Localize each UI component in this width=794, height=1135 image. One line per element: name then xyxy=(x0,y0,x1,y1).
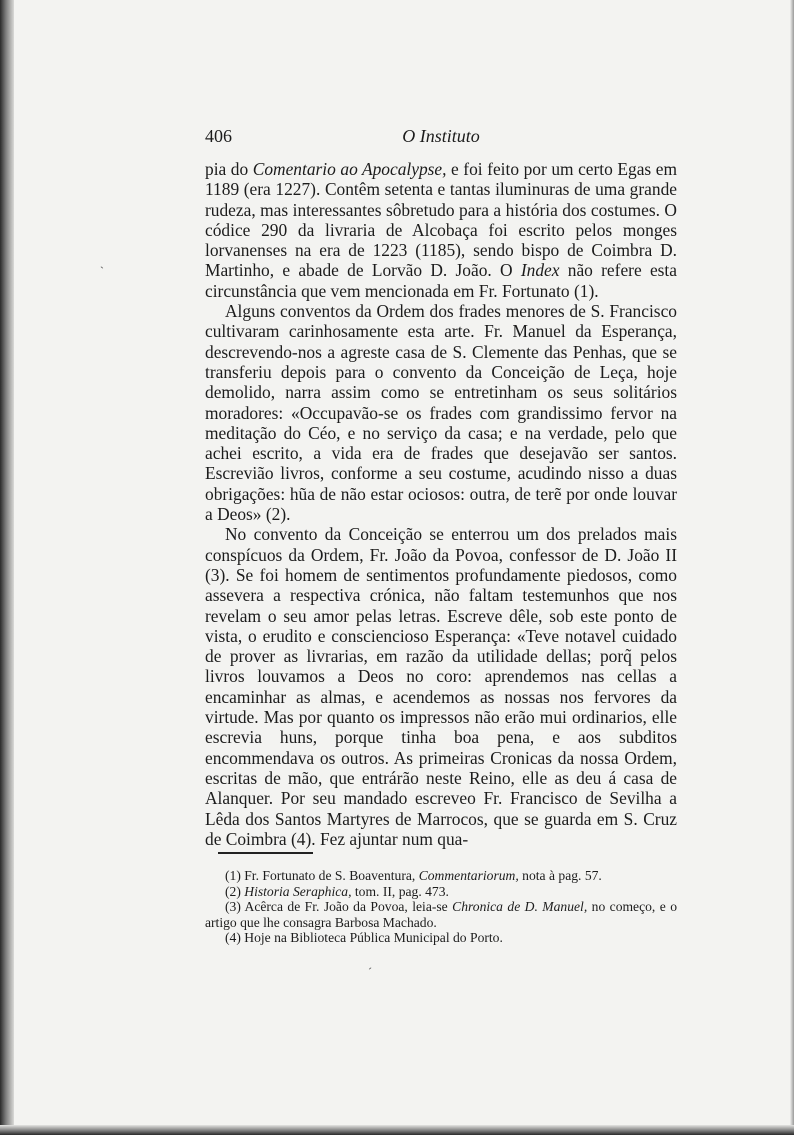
page-edge-shadow-left xyxy=(0,0,14,1135)
page-edge-shadow-bottom xyxy=(0,1125,794,1135)
footnote-separator-rule xyxy=(218,852,313,854)
page-header xyxy=(205,126,677,150)
page-edge-shadow-right xyxy=(790,0,794,1135)
body-text xyxy=(205,159,677,849)
footnote-1: (1) Fr. Fortunato de S. Boaventura, Commentariorum, nota à pag. 57. xyxy=(225,868,602,883)
paragraph-1: pia do Comentario ao Apocalypse, e foi feito por um certo Egas em 1189 (era 1227). Contêm setenta e tantas iluminuras de uma grande rudeza, mas interessantes sôbretudo para a história dos costumes. O códice 290 da livraria de Alcobaça foi escrito pelos monges lorvanenses na era de 1223 (1185), sendo bispo de Coimbra D. Martinho, e abade de Lorvão D. João. O Index não refere esta circunstância que vem mencionada em Fr. Fortunato (1). xyxy=(205,159,677,301)
paragraph-2: Alguns conventos da Ordem dos frades menores de S. Francisco cultivaram carinhosamente esta arte. Fr. Manuel da Esperança, descrevendo-nos a agreste casa de S. Clemente das Penhas, que se transferiu depois para o convento da Conceição de Leça, hoje demolido, narra assim como se entretinham os seus solitários moradores: «Occupavão-se os frades com grandissimo fervor na meditação do Céo, e no serviço da casa; e na verdade, pelo que achei escrito, a vida era de frades que desejavão ser santos. Escrevião livros, conforme a seu costume, acudindo nisso a duas obrigações: hũa de não estar ociosos: outra, de terẽ por onde louvar a Deos» (2). xyxy=(205,301,677,525)
footnote-3: (3) Acêrca de Fr. João da Povoa, leia-se Chronica de D. Manuel, no começo, e o artigo que lhe consagra Barbosa Machado. xyxy=(205,899,677,930)
footnotes xyxy=(205,868,677,946)
scan-speck: ˏ xyxy=(100,255,104,269)
page-number: 406 xyxy=(205,126,232,146)
footnote-4: (4) Hoje na Biblioteca Pública Municipal do Porto. xyxy=(225,930,503,946)
paragraph-3: No convento da Conceição se enterrou um dos prelados mais conspícuos da Ordem, Fr. João da Povoa, confessor de D. João II (3). Se foi homem de sentimentos profundamente piedosos, como assevera a respectiva crónica, não faltam testemunhos que nos revelam o seu amor pelas letras. Escreve dêle, sob este ponto de vista, o erudito e consciencioso Esperança: «Teve notavel cuidado de prover as livrarias, em razão da utilidade dellas; porq̃ pelos livros louvamos a Deos no coro: aprendemos nas cellas a encaminhar as almas, e acendemos as nossas nos fervores da virtude. Mas por quanto os impressos não erão mui ordinarios, elle escrevia huns, porque tinha boa pena, e aos subditos encommendava os outros. As primeiras Cronicas da nossa Ordem, escritas de mão, que entrárão neste Reino, elle as deu á casa de Alanquer. Por seu mandado escreveo Fr. Francisco de Sevilha a Lêda dos Santos Martyres de Marrocos, que se guarda em S. Cruz de Coimbra (4). Fez ajuntar num qua- xyxy=(205,524,677,849)
footnote-2: (2) Historia Seraphica, tom. II, pag. 473. xyxy=(225,883,449,899)
running-title: O Instituto xyxy=(402,126,480,146)
scan-speck: ˊ xyxy=(368,965,372,979)
